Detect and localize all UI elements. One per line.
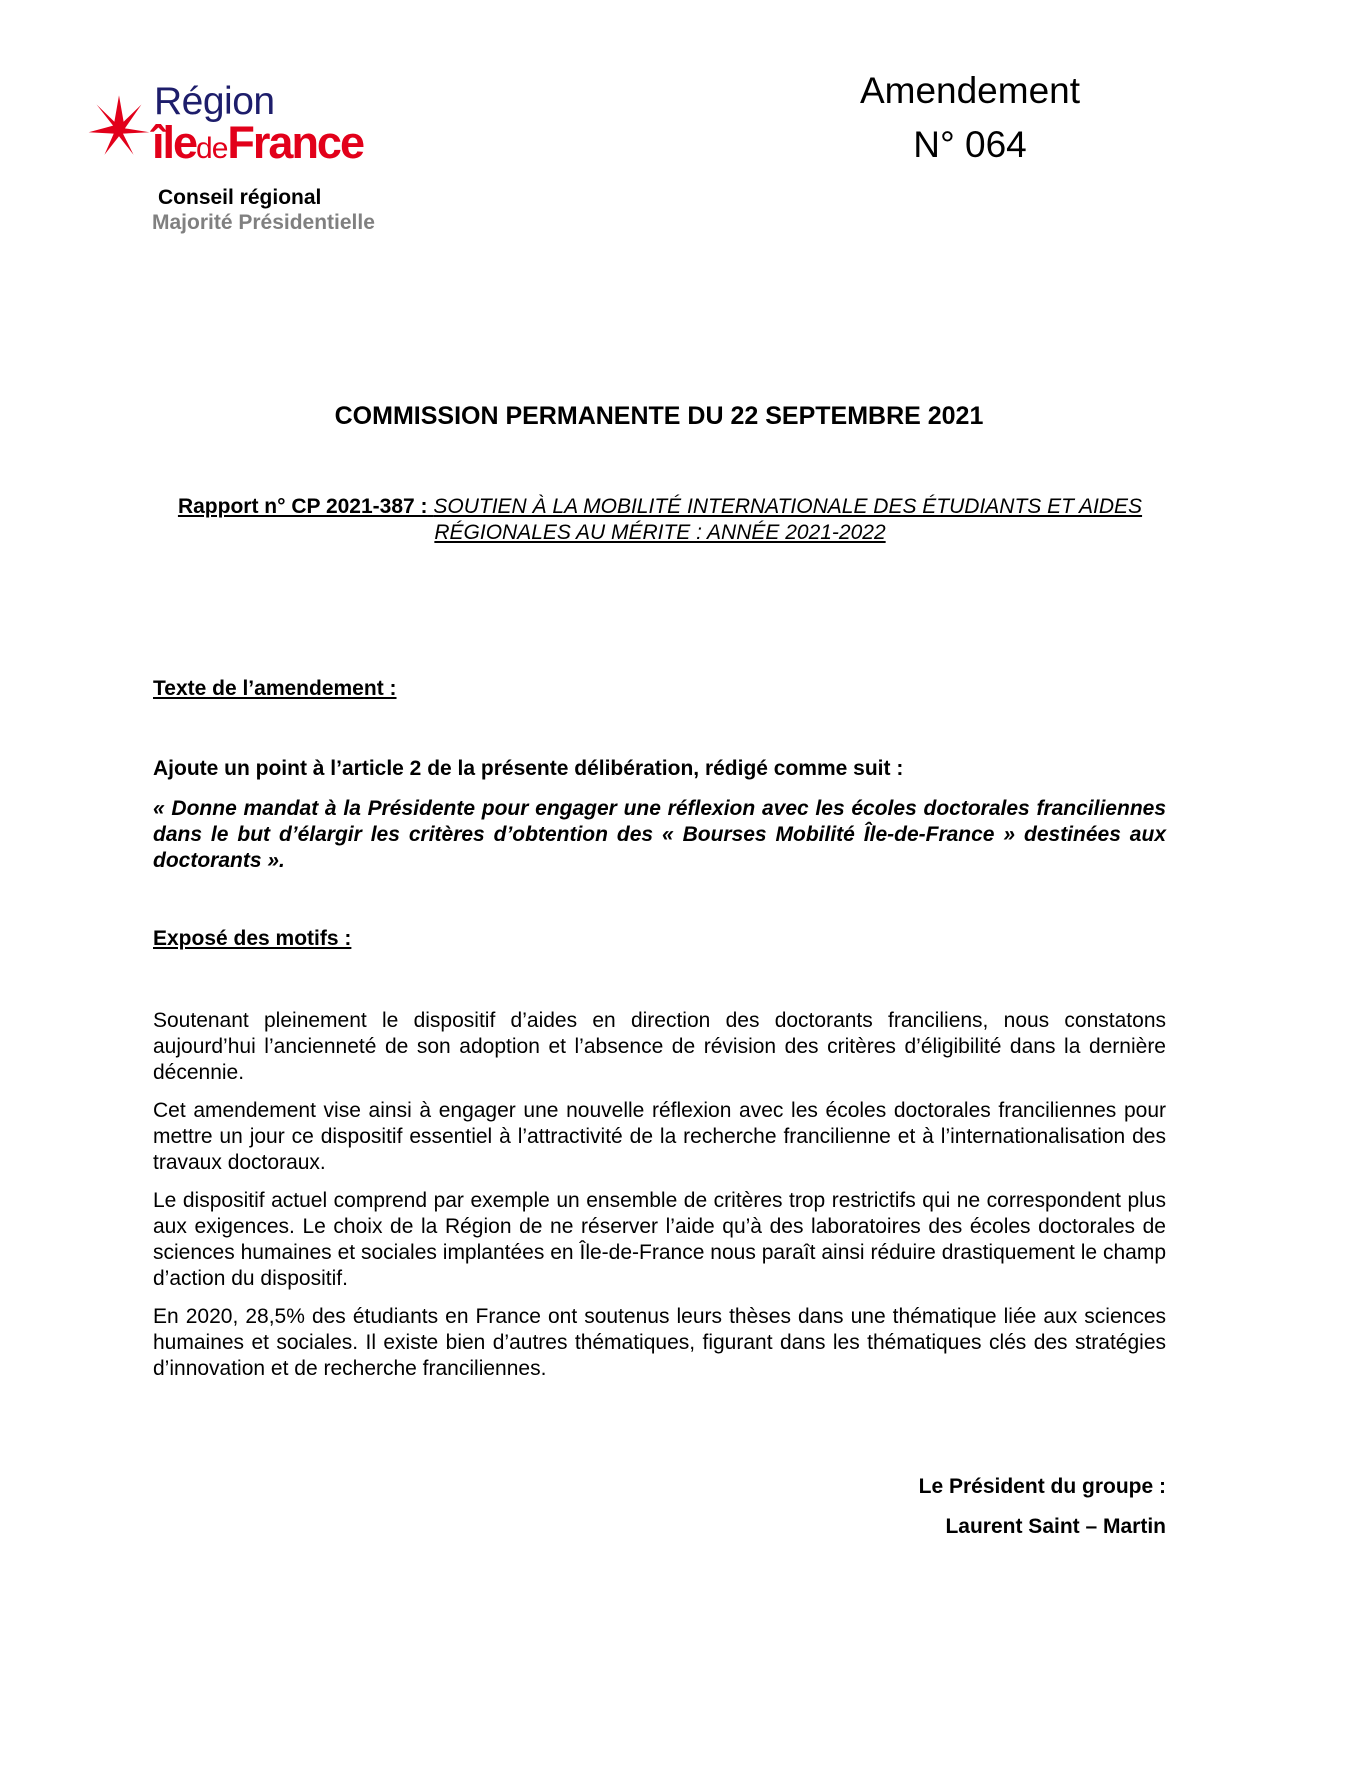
region-logo bbox=[86, 80, 406, 168]
rapport-line bbox=[150, 494, 1170, 546]
logo-iledefrance-text bbox=[152, 117, 363, 172]
council-label: Conseil régional bbox=[158, 186, 322, 209]
commission-title: COMMISSION PERMANENTE DU 22 SEPTEMBRE 2021 bbox=[334, 402, 984, 430]
signature-role: Le Président du groupe : bbox=[918, 1475, 1166, 1498]
ajoute-paragraph: Ajoute un point à l’article 2 de la présente délibération, rédigé comme suit : bbox=[153, 757, 904, 780]
logo-france: France bbox=[227, 117, 363, 168]
amendment-number: N° 064 bbox=[913, 124, 1027, 165]
majority-label: Majorité Présidentielle bbox=[152, 211, 375, 234]
motif-paragraph-3: Le dispositif actuel comprend par exemple un ensemble de critères trop restrictifs qui ne correspondent plus aux exigences. Le choix de la Région de ne réserver l’aide qu’à des laboratoires des écoles doctorales de sciences humaines et sociales implantées en Île-de-France nous paraît ainsi réduire drastiquement le champ d’action du dispositif. bbox=[153, 1189, 1166, 1290]
motif-paragraph-4: En 2020, 28,5% des étudiants en France ont soutenus leurs thèses dans une thématique liée aux sciences humaines et sociales. Il existe bien d’autres thématiques, figurant dans les thématiques clés des stratégies d’innovation et de recherche franciliennes. bbox=[153, 1305, 1166, 1380]
logo-de: de bbox=[196, 132, 228, 165]
amendment-quote: « Donne mandat à la Présidente pour engager une réflexion avec les écoles doctorales franciliennes dans le but d’élargir les critères d’obtention des « Bourses Mobilité Île-de-France » destinées aux doctorants ». bbox=[153, 797, 1166, 872]
amendment-title: Amendement bbox=[859, 70, 1081, 111]
rapport-number: Rapport n° CP 2021-387 : bbox=[177, 495, 428, 518]
star-logo-icon bbox=[86, 94, 152, 160]
motif-paragraph-2: Cet amendement vise ainsi à engager une nouvelle réflexion avec les écoles doctorales franciliennes pour mettre un jour ce dispositif essentiel à l’attractivité de la recherche francilienne et à l’internationalisation des travaux doctoraux. bbox=[153, 1099, 1166, 1174]
expose-heading: Exposé des motifs : bbox=[153, 927, 352, 950]
signature-name: Laurent Saint – Martin bbox=[945, 1515, 1166, 1538]
motif-paragraph-1: Soutenant pleinement le dispositif d’aides en direction des doctorants franciliens, nous constatons aujourd’hui l’ancienneté de son adoption et l’absence de révision des critères d’éligibilité dans la dernière décennie. bbox=[153, 1009, 1166, 1084]
texte-heading: Texte de l’amendement : bbox=[153, 677, 397, 700]
logo-ile: île bbox=[152, 117, 197, 168]
amendment-header bbox=[820, 64, 1120, 172]
logo-region-text: Région bbox=[154, 80, 275, 123]
rapport-subject: SOUTIEN À LA MOBILITÉ INTERNATIONALE DES ÉTUDIANTS ET AIDES RÉGIONALES AU MÉRITE : ANNÉE 2021-2022 bbox=[433, 495, 1143, 544]
